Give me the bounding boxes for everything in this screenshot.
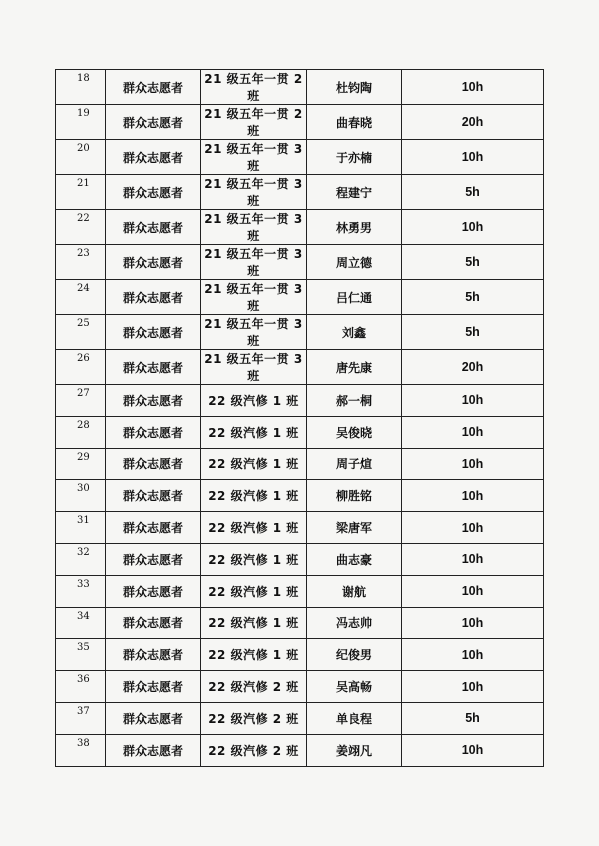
hours-cell: 10h — [402, 639, 544, 671]
class-cell: 21 级五年一贯 3 班 — [201, 175, 307, 210]
table-row — [56, 416, 544, 448]
table-row — [56, 140, 544, 175]
row-number-cell: 36 — [56, 671, 106, 703]
hours-cell: 10h — [402, 448, 544, 480]
name-cell: 吴俊晓 — [307, 416, 402, 448]
role-cell: 群众志愿者 — [106, 350, 201, 385]
hours-cell: 10h — [402, 512, 544, 544]
hours-cell: 10h — [402, 671, 544, 703]
class-cell: 21 级五年一贯 3 班 — [201, 315, 307, 350]
name-cell: 梁唐军 — [307, 512, 402, 544]
table-row — [56, 575, 544, 607]
role-cell: 群众志愿者 — [106, 70, 201, 105]
name-cell: 柳胜铭 — [307, 480, 402, 512]
class-cell: 22 级汽修 1 班 — [201, 543, 307, 575]
class-cell: 22 级汽修 1 班 — [201, 639, 307, 671]
name-cell: 周立德 — [307, 245, 402, 280]
row-number-cell: 35 — [56, 639, 106, 671]
class-cell: 21 级五年一贯 3 班 — [201, 140, 307, 175]
role-cell: 群众志愿者 — [106, 210, 201, 245]
row-number-cell: 23 — [56, 245, 106, 280]
name-cell: 曲志豪 — [307, 543, 402, 575]
name-cell: 吴高畅 — [307, 671, 402, 703]
hours-cell: 20h — [402, 105, 544, 140]
row-number-cell: 21 — [56, 175, 106, 210]
role-cell: 群众志愿者 — [106, 448, 201, 480]
role-cell: 群众志愿者 — [106, 315, 201, 350]
class-cell: 22 级汽修 1 班 — [201, 385, 307, 417]
table-row — [56, 734, 544, 766]
hours-cell: 10h — [402, 70, 544, 105]
name-cell: 冯志帅 — [307, 607, 402, 639]
role-cell: 群众志愿者 — [106, 416, 201, 448]
name-cell: 姜翊凡 — [307, 734, 402, 766]
class-cell: 21 级五年一贯 3 班 — [201, 280, 307, 315]
role-cell: 群众志愿者 — [106, 512, 201, 544]
hours-cell: 20h — [402, 350, 544, 385]
class-cell: 21 级五年一贯 2 班 — [201, 70, 307, 105]
hours-cell: 10h — [402, 385, 544, 417]
hours-cell: 5h — [402, 245, 544, 280]
table-row — [56, 607, 544, 639]
row-number-cell: 18 — [56, 70, 106, 105]
class-cell: 22 级汽修 1 班 — [201, 607, 307, 639]
role-cell: 群众志愿者 — [106, 702, 201, 734]
name-cell: 林勇男 — [307, 210, 402, 245]
hours-cell: 10h — [402, 607, 544, 639]
role-cell: 群众志愿者 — [106, 105, 201, 140]
class-cell: 22 级汽修 1 班 — [201, 512, 307, 544]
name-cell: 单良程 — [307, 702, 402, 734]
table-row — [56, 245, 544, 280]
row-number-cell: 20 — [56, 140, 106, 175]
hours-cell: 5h — [402, 175, 544, 210]
table-row — [56, 480, 544, 512]
hours-cell: 10h — [402, 480, 544, 512]
role-cell: 群众志愿者 — [106, 543, 201, 575]
class-cell: 22 级汽修 1 班 — [201, 448, 307, 480]
row-number-cell: 30 — [56, 480, 106, 512]
role-cell: 群众志愿者 — [106, 575, 201, 607]
row-number-cell: 38 — [56, 734, 106, 766]
hours-cell: 10h — [402, 210, 544, 245]
row-number-cell: 37 — [56, 702, 106, 734]
hours-cell: 10h — [402, 416, 544, 448]
class-cell: 22 级汽修 2 班 — [201, 671, 307, 703]
class-cell: 21 级五年一贯 3 班 — [201, 245, 307, 280]
row-number-cell: 29 — [56, 448, 106, 480]
table-row — [56, 385, 544, 417]
table-row — [56, 671, 544, 703]
hours-cell: 5h — [402, 315, 544, 350]
hours-cell: 10h — [402, 140, 544, 175]
name-cell: 吕仁通 — [307, 280, 402, 315]
row-number-cell: 24 — [56, 280, 106, 315]
role-cell: 群众志愿者 — [106, 607, 201, 639]
table-row — [56, 702, 544, 734]
row-number-cell: 26 — [56, 350, 106, 385]
hours-cell: 10h — [402, 575, 544, 607]
row-number-cell: 22 — [56, 210, 106, 245]
class-cell: 21 级五年一贯 2 班 — [201, 105, 307, 140]
name-cell: 于亦楠 — [307, 140, 402, 175]
role-cell: 群众志愿者 — [106, 639, 201, 671]
hours-cell: 5h — [402, 702, 544, 734]
role-cell: 群众志愿者 — [106, 385, 201, 417]
row-number-cell: 34 — [56, 607, 106, 639]
role-cell: 群众志愿者 — [106, 245, 201, 280]
table-row — [56, 315, 544, 350]
name-cell: 郝一桐 — [307, 385, 402, 417]
row-number-cell: 25 — [56, 315, 106, 350]
name-cell: 唐先康 — [307, 350, 402, 385]
class-cell: 22 级汽修 1 班 — [201, 480, 307, 512]
name-cell: 杜钧陶 — [307, 70, 402, 105]
class-cell: 22 级汽修 1 班 — [201, 416, 307, 448]
name-cell: 纪俊男 — [307, 639, 402, 671]
class-cell: 22 级汽修 2 班 — [201, 702, 307, 734]
table-row — [56, 639, 544, 671]
row-number-cell: 28 — [56, 416, 106, 448]
class-cell: 21 级五年一贯 3 班 — [201, 350, 307, 385]
name-cell: 曲春晓 — [307, 105, 402, 140]
row-number-cell: 32 — [56, 543, 106, 575]
class-cell: 21 级五年一贯 3 班 — [201, 210, 307, 245]
role-cell: 群众志愿者 — [106, 175, 201, 210]
row-number-cell: 19 — [56, 105, 106, 140]
table-row — [56, 512, 544, 544]
hours-cell: 10h — [402, 734, 544, 766]
table-row — [56, 543, 544, 575]
name-cell: 程建宁 — [307, 175, 402, 210]
table-row — [56, 350, 544, 385]
role-cell: 群众志愿者 — [106, 480, 201, 512]
table-row — [56, 280, 544, 315]
class-cell: 22 级汽修 2 班 — [201, 734, 307, 766]
role-cell: 群众志愿者 — [106, 140, 201, 175]
row-number-cell: 33 — [56, 575, 106, 607]
table-row — [56, 210, 544, 245]
hours-cell: 10h — [402, 543, 544, 575]
hours-cell: 5h — [402, 280, 544, 315]
role-cell: 群众志愿者 — [106, 280, 201, 315]
role-cell: 群众志愿者 — [106, 671, 201, 703]
table-row — [56, 448, 544, 480]
name-cell: 周子煊 — [307, 448, 402, 480]
table-row — [56, 70, 544, 105]
role-cell: 群众志愿者 — [106, 734, 201, 766]
class-cell: 22 级汽修 1 班 — [201, 575, 307, 607]
table-row — [56, 105, 544, 140]
name-cell: 谢航 — [307, 575, 402, 607]
row-number-cell: 27 — [56, 385, 106, 417]
volunteer-hours-table — [55, 69, 544, 767]
table-body — [56, 70, 544, 767]
table-row — [56, 175, 544, 210]
name-cell: 刘鑫 — [307, 315, 402, 350]
row-number-cell: 31 — [56, 512, 106, 544]
